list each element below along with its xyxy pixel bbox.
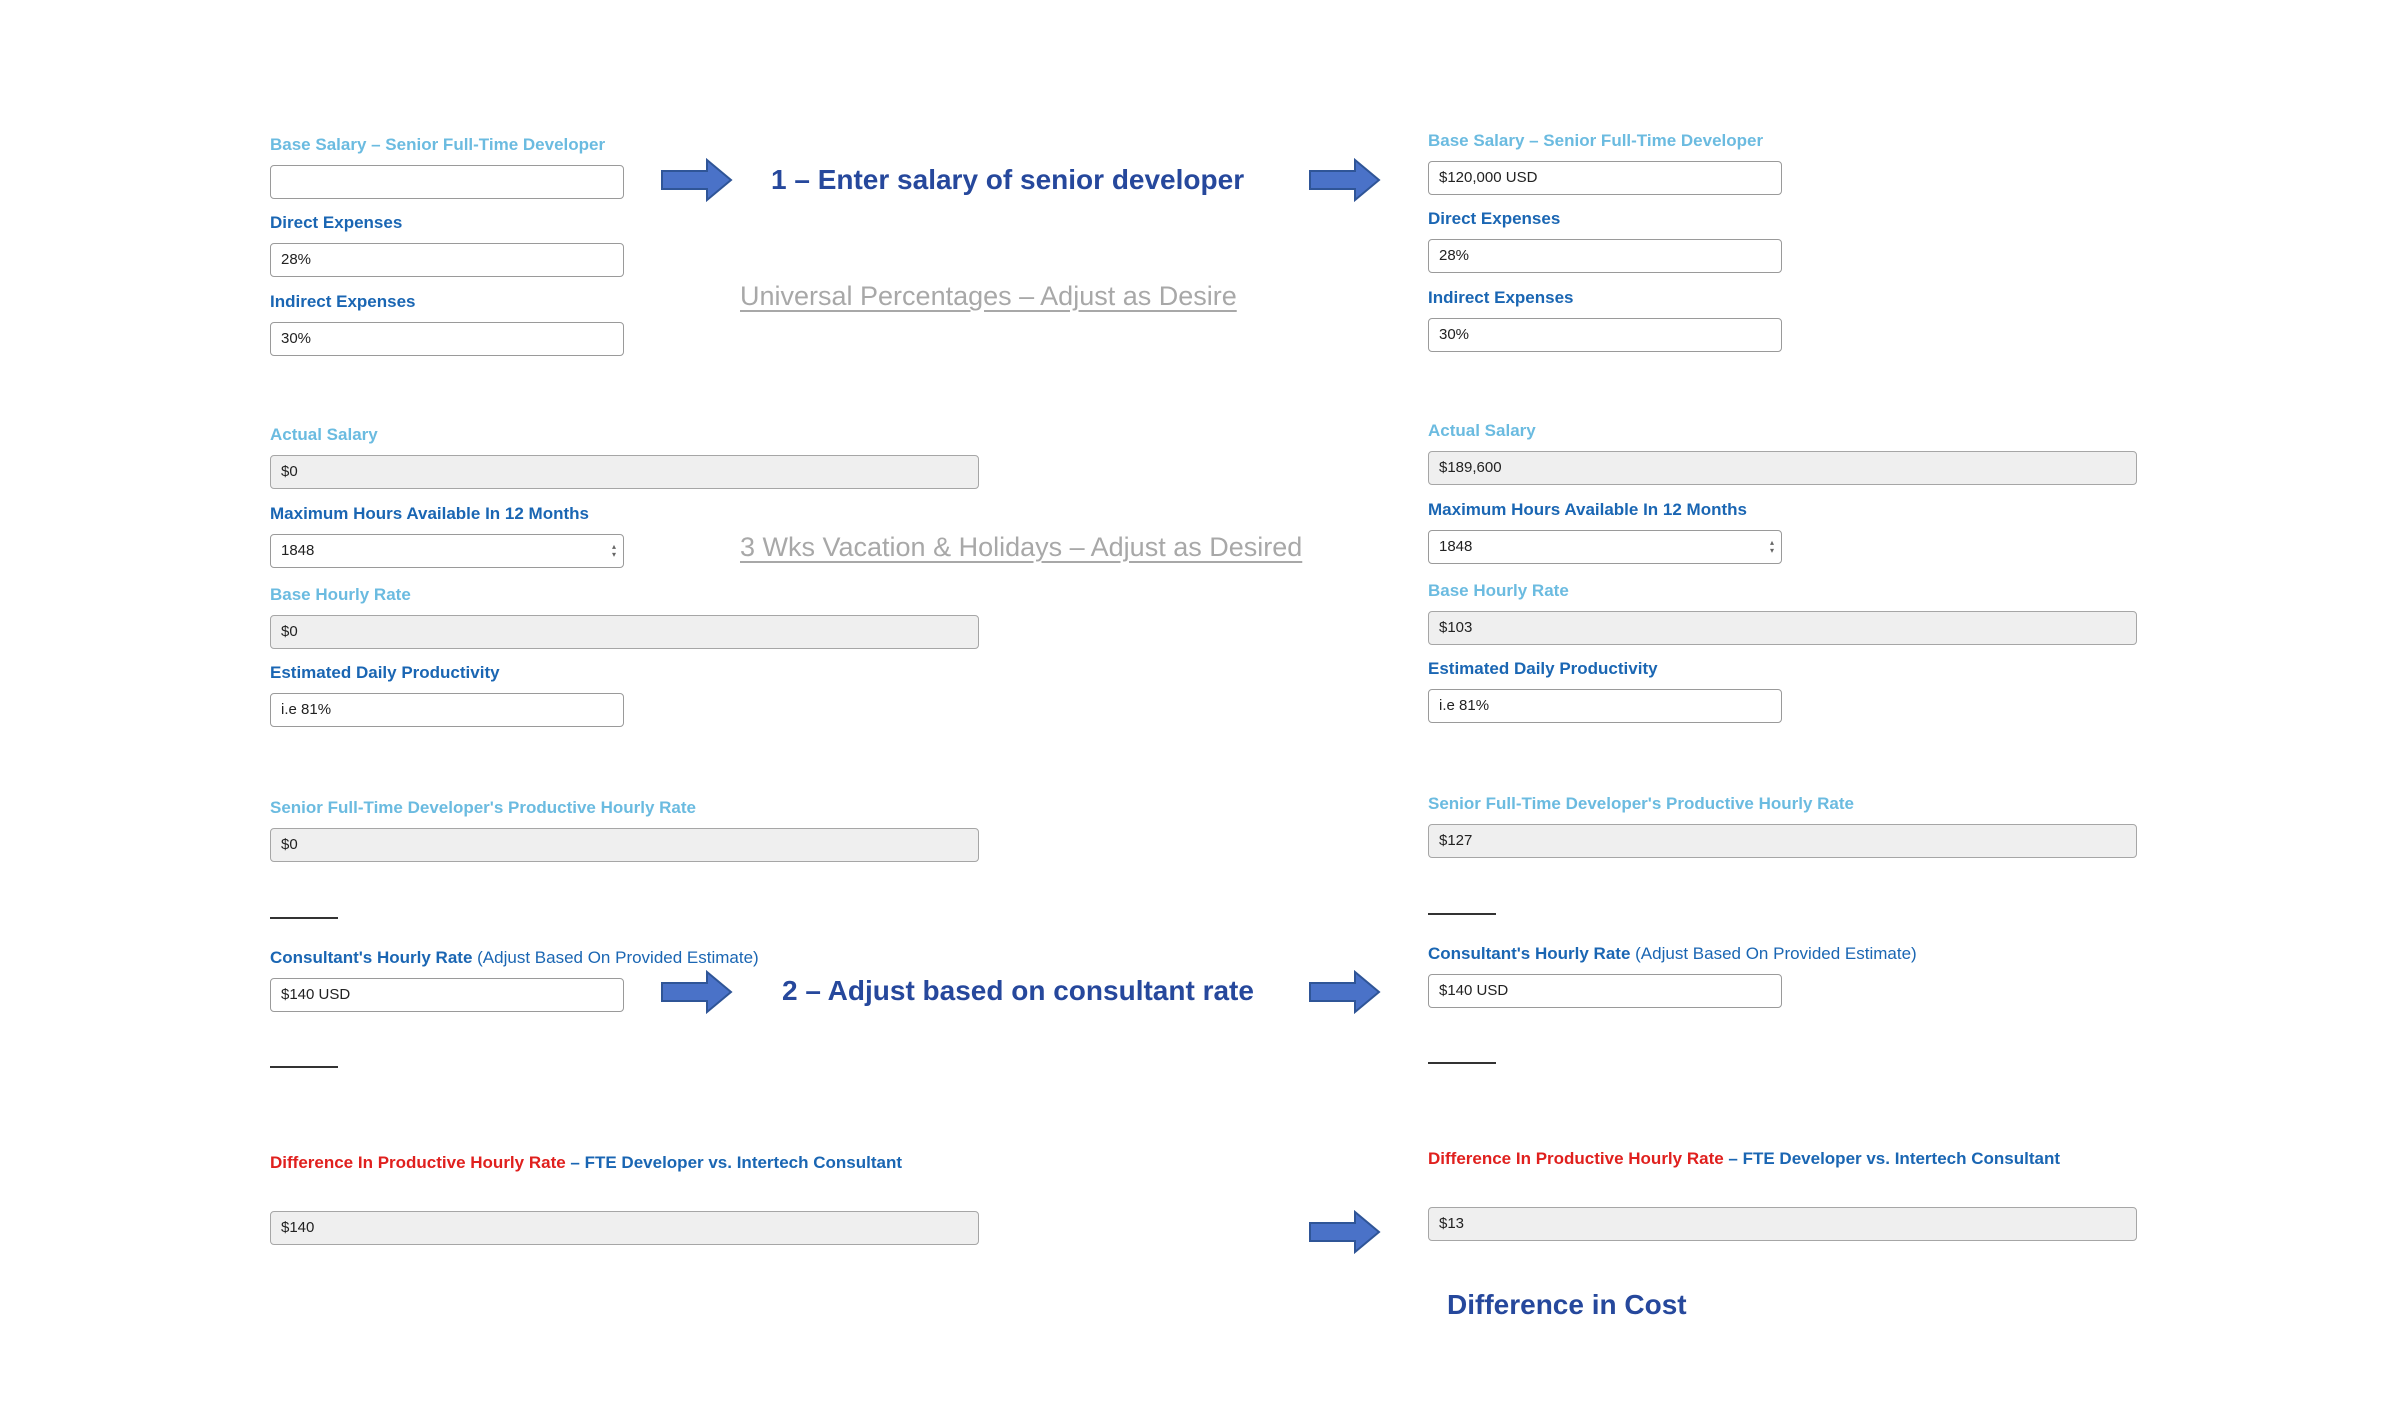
indirect-expenses-input[interactable]: 30% (270, 322, 624, 356)
direct-expenses-input[interactable]: 28% (270, 243, 624, 277)
difference-label-red: Difference In Productive Hourly Rate (1428, 1149, 1724, 1168)
productive-hourly-rate-output: $0 (270, 828, 979, 862)
max-hours-label: Maximum Hours Available In 12 Months (1428, 500, 1747, 519)
consultant-rate-note: (Adjust Based On Provided Estimate) (477, 948, 759, 967)
base-salary-input[interactable] (270, 165, 624, 199)
base-hourly-rate-label: Base Hourly Rate (270, 585, 411, 604)
actual-salary-output: $189,600 (1428, 451, 2137, 485)
max-hours-value: 1848 (281, 542, 315, 559)
divider (1428, 913, 1496, 915)
indirect-expenses-label: Indirect Expenses (1428, 288, 1574, 307)
difference-in-cost-caption: Difference in Cost (1447, 1289, 1687, 1320)
vacation-note: 3 Wks Vacation & Holidays – Adjust as Desired (740, 532, 1303, 562)
productive-hourly-rate-label: Senior Full-Time Developer's Productive Hourly Rate (1428, 794, 1855, 813)
base-hourly-rate-label: Base Hourly Rate (1428, 581, 1569, 600)
direct-expenses-label: Direct Expenses (270, 213, 403, 232)
indirect-expenses-label: Indirect Expenses (270, 292, 416, 311)
actual-salary-output: $0 (270, 455, 979, 489)
base-hourly-rate-output: $0 (270, 615, 979, 649)
max-hours-input[interactable] (1428, 530, 1782, 564)
divider (270, 1066, 338, 1068)
arrow-right-icon (1309, 970, 1381, 1014)
universal-percentages-note: Universal Percentages – Adjust as Desire (740, 281, 1237, 311)
consultant-rate-title: Consultant's Hourly Rate (270, 948, 473, 967)
max-hours-input[interactable] (270, 534, 624, 568)
difference-output: $140 (270, 1211, 979, 1245)
max-hours-label: Maximum Hours Available In 12 Months (270, 504, 589, 523)
consultant-rate-input[interactable]: $140 USD (270, 978, 624, 1012)
consultant-rate-label (1428, 944, 1917, 964)
daily-productivity-input[interactable]: i.e 81% (270, 693, 624, 727)
max-hours-value: 1848 (1439, 538, 1473, 555)
arrow-right-icon (661, 970, 733, 1014)
consultant-rate-note: (Adjust Based On Provided Estimate) (1635, 944, 1917, 963)
indirect-expenses-input[interactable]: 30% (1428, 318, 1782, 352)
difference-label-blue: – FTE Developer vs. Intertech Consultant (570, 1153, 902, 1172)
arrow-right-icon (1309, 158, 1381, 202)
divider (1428, 1062, 1496, 1064)
difference-label-red: Difference In Productive Hourly Rate (270, 1153, 566, 1172)
step1-callout: 1 – Enter salary of senior developer (771, 164, 1245, 195)
arrow-right-icon (661, 158, 733, 202)
actual-salary-label: Actual Salary (270, 425, 378, 444)
daily-productivity-label: Estimated Daily Productivity (270, 663, 500, 682)
direct-expenses-label: Direct Expenses (1428, 209, 1561, 228)
step2-callout: 2 – Adjust based on consultant rate (782, 975, 1254, 1006)
divider (270, 917, 338, 919)
actual-salary-label: Actual Salary (1428, 421, 1536, 440)
consultant-rate-title: Consultant's Hourly Rate (1428, 944, 1631, 963)
base-salary-input[interactable]: $120,000 USD (1428, 161, 1782, 195)
spinner-icon[interactable]: ▴ ▾ (1769, 538, 1774, 555)
arrow-right-icon (1309, 1210, 1381, 1254)
productive-hourly-rate-output: $127 (1428, 824, 2137, 858)
daily-productivity-input[interactable]: i.e 81% (1428, 689, 1782, 723)
spinner-icon[interactable]: ▴ ▾ (611, 542, 616, 559)
productive-hourly-rate-label: Senior Full-Time Developer's Productive Hourly Rate (270, 798, 697, 817)
base-salary-label: Base Salary – Senior Full-Time Developer (270, 135, 606, 154)
base-salary-label: Base Salary – Senior Full-Time Developer (1428, 131, 1764, 150)
base-hourly-rate-output: $103 (1428, 611, 2137, 645)
daily-productivity-label: Estimated Daily Productivity (1428, 659, 1658, 678)
difference-label (1428, 1149, 2060, 1169)
consultant-rate-label (270, 948, 759, 968)
consultant-rate-input[interactable]: $140 USD (1428, 974, 1782, 1008)
difference-output: $13 (1428, 1207, 2137, 1241)
difference-label-blue: – FTE Developer vs. Intertech Consultant (1728, 1149, 2060, 1168)
difference-label (270, 1153, 902, 1173)
direct-expenses-input[interactable]: 28% (1428, 239, 1782, 273)
